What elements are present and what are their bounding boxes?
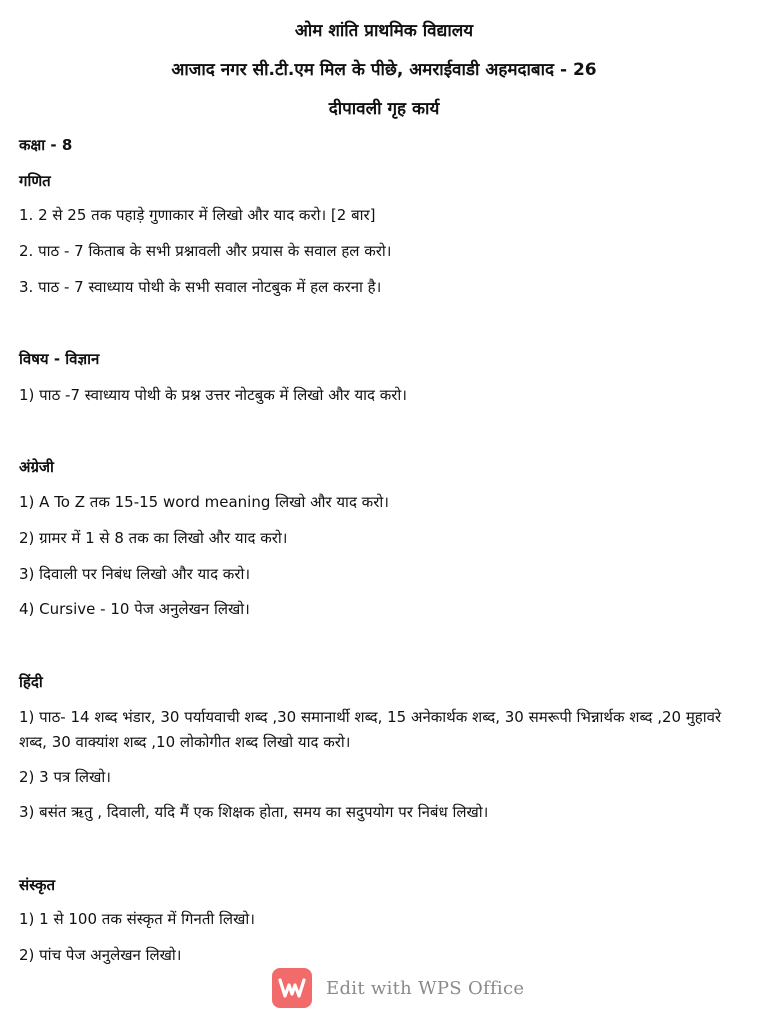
science-heading: विषय - विज्ञान <box>19 350 100 368</box>
wps-watermark-text: Edit with WPS Office <box>326 977 525 999</box>
sanskrit-item: 2) पांच पेज अनुलेखन लिखो। <box>19 946 182 964</box>
school-name: ओम शांति प्राथमिक विद्यालय <box>294 21 474 41</box>
sanskrit-heading: संस्कृत <box>19 876 56 894</box>
english-item: 1) A To Z तक 15-15 word meaning लिखो और याद करो। <box>19 493 389 511</box>
english-item: 4) Cursive - 10 पेज अनुलेखन लिखो। <box>19 600 250 618</box>
wps-logo-icon <box>272 968 312 1008</box>
math-item: 3. पाठ - 7 स्वाध्याय पोथी के सभी सवाल नोटबुक में हल करना है। <box>19 278 382 296</box>
english-item: 3) दिवाली पर निबंध लिखो और याद करो। <box>19 565 251 583</box>
hindi-heading: हिंदी <box>19 673 43 691</box>
english-heading: अंग्रेजी <box>19 458 54 476</box>
wps-watermark[interactable] <box>272 968 524 1008</box>
math-heading: गणित <box>19 172 51 190</box>
math-item: 1. 2 से 25 तक पहाड़े गुणाकार में लिखो और याद करो। [2 बार] <box>19 206 376 224</box>
school-address: आजाद नगर सी.टी.एम मिल के पीछे, अमराईवाडी अहमदाबाद - 26 <box>171 60 597 80</box>
math-item: 2. पाठ - 7 किताब के सभी प्रश्नावली और प्रयास के सवाल हल करो। <box>19 242 392 260</box>
hindi-item: 1) पाठ- 14 शब्द भंडार, 30 पर्यायवाची शब्द ,30 समानार्थी शब्द, 15 अनेकार्थक शब्द, 30 समरूपी भिन्नार्थक शब्द ,20 मुहावरे शब्द, 30 वाक्यांश शब्द ,10 लोकोगीत शब्द लिखो याद करो। <box>19 708 722 751</box>
hindi-item: 2) 3 पत्र लिखो। <box>19 768 111 786</box>
sanskrit-item: 1) 1 से 100 तक संस्कृत में गिनती लिखो। <box>19 910 255 928</box>
document-title: दीपावली गृह कार्य <box>328 99 440 119</box>
wps-w-icon <box>278 977 306 999</box>
class-label: कक्षा - 8 <box>19 136 73 154</box>
english-item: 2) ग्रामर में 1 से 8 तक का लिखो और याद करो। <box>19 529 288 547</box>
science-item: 1) पाठ -7 स्वाध्याय पोथी के प्रश्न उत्तर नोटबुक में लिखो और याद करो। <box>19 386 407 404</box>
hindi-item: 3) बसंत ऋतु , दिवाली, यदि मैं एक शिक्षक होता, समय का सदुपयोग पर निबंध लिखो। <box>19 803 489 821</box>
